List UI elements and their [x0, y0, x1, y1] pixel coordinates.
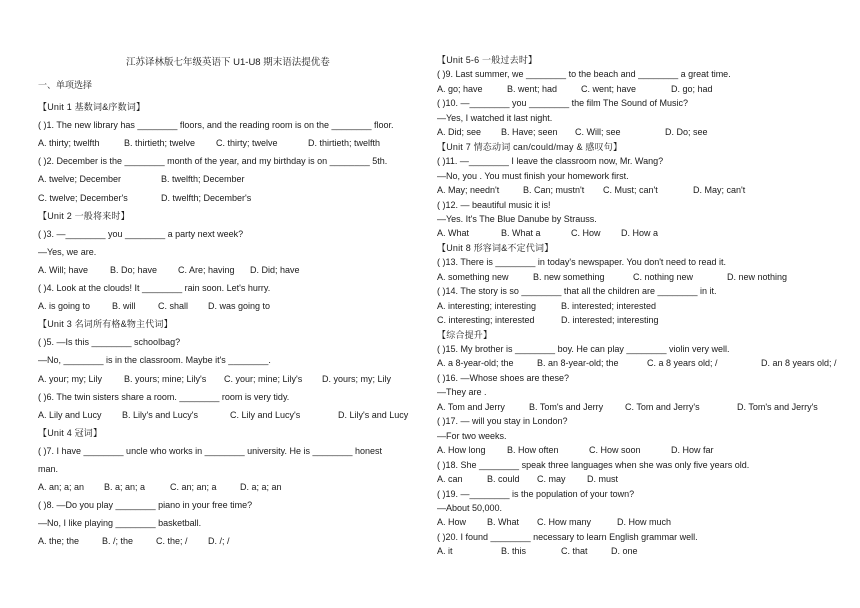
question-text: ( )6. The twin sisters share a room. ________ room is very tidy.: [38, 391, 290, 402]
option-row: [38, 409, 428, 421]
option-choice: B. yours; mine; Lily's: [124, 373, 207, 384]
section-heading: 【Unit 3 名词所有格&物主代词】: [38, 319, 173, 330]
section-heading: 【Unit 8 形容词&不定代词】: [437, 242, 554, 253]
option-choice: C. your; mine; Lily's: [224, 373, 303, 384]
option-choice: B. new something: [533, 271, 605, 282]
option-choice: D. new nothing: [727, 271, 788, 282]
option-choice: B. this: [501, 546, 527, 557]
option-row: [437, 271, 817, 283]
option-choice: B. thirtieth; twelve: [124, 138, 196, 149]
option-choice: C. Are; having: [178, 264, 235, 275]
option-row: [437, 227, 681, 239]
option-choice: A. go; have: [437, 83, 483, 94]
option-choice: D. interested; interesting: [561, 315, 659, 326]
section-heading: 【Unit 5-6 一般过去时】: [437, 55, 538, 65]
option-choice: D. go; had: [671, 83, 713, 94]
option-choice: B. What a: [501, 228, 541, 239]
option-row: [437, 545, 661, 557]
option-choice: B. an 8-year-old; the: [537, 358, 619, 369]
option-choice: C. How many: [537, 517, 592, 528]
option-choice: D. Tom's and Jerry's: [737, 401, 818, 412]
option-choice: A. a 8-year-old; the: [437, 358, 514, 369]
option-choice: B. Lily's and Lucy's: [122, 409, 198, 420]
option-choice: D. How much: [617, 517, 672, 528]
question-text: ( )14. The story is so ________ that all the children are ________ in it.: [437, 286, 717, 297]
question-text: ( )18. She ________ speak three languages when she was only five years old.: [437, 459, 750, 470]
option-choice: C. How soon: [589, 445, 641, 456]
option-choice: A. the; the: [38, 536, 80, 547]
option-choice: B. Can; mustn't: [523, 185, 585, 196]
question-text: ( )9. Last summer, we ________ to the beach and ________ a great time.: [437, 69, 731, 80]
section-heading: 【Unit 7 情态动词 can/could/may & 感叹句】: [437, 141, 623, 152]
option-row: [437, 184, 773, 196]
question-text: ( )1. The new library has ________ floors, and the reading room is on the ________ floor.: [38, 120, 394, 131]
option-choice: C. Tom and Jerry's: [625, 401, 700, 412]
option-choice: A. Did; see: [437, 127, 482, 138]
section-heading: 【Unit 4 冠词】: [38, 427, 103, 438]
question-text: ( )7. I have ________ uncle who works in ________ university. He is ________ honest: [38, 445, 383, 456]
option-choice: C. twelve; December's: [38, 192, 128, 203]
question-text: man.: [38, 464, 59, 474]
option-choice: B. Tom's and Jerry: [529, 401, 604, 412]
option-choice: C. may: [537, 474, 566, 485]
option-choice: D. How far: [671, 445, 714, 456]
question-text: ( )5. —Is this ________ schoolbag?: [38, 337, 181, 348]
option-choice: B. twelfth; December: [161, 174, 245, 185]
option-choice: B. interested; interested: [561, 300, 657, 311]
option-row: [38, 173, 291, 185]
option-choice: A. your; my; Lily: [38, 373, 103, 384]
option-choice: A. Tom and Jerry: [437, 401, 505, 412]
option-choice: A. interesting; interesting: [437, 300, 537, 311]
question-text: —About 50,000.: [437, 502, 503, 513]
option-choice: C. How: [571, 228, 601, 239]
question-text: ( )20. I found ________ necessary to learn English grammar well.: [437, 531, 698, 542]
option-choice: C. that: [561, 546, 588, 557]
question-text: ( )13. There is ________ in today's newspaper. You don't need to read it.: [437, 257, 726, 268]
option-choice: A. How: [437, 517, 467, 528]
option-choice: D. must: [587, 474, 619, 485]
section-heading: 【综合提升】: [437, 329, 493, 340]
option-choice: D. Lily's and Lucy: [338, 409, 409, 420]
option-row: [38, 481, 310, 493]
option-choice: B. could: [487, 474, 520, 485]
option-row: [38, 300, 298, 312]
option-row: [437, 126, 745, 138]
option-choice: A. something new: [437, 271, 509, 282]
option-choice: A. it: [437, 546, 453, 557]
question-text: ( )15. My brother is ________ boy. He can play ________ violin very well.: [437, 344, 730, 354]
question-text: —Yes. It's The Blue Danube by Strauss.: [437, 213, 597, 224]
option-choice: D. May; can't: [693, 185, 746, 196]
option-row: [437, 444, 751, 456]
paper-title: 江苏译林版七年级英语下 U1-U8 期末语法提优卷: [126, 57, 330, 68]
option-choice: A. can: [437, 474, 463, 485]
option-choice: A. twelve; December: [38, 174, 122, 185]
option-choice: B. went; had: [507, 83, 558, 94]
question-text: —Yes, we are.: [38, 246, 97, 257]
option-choice: C. a 8 years old; /: [647, 358, 718, 369]
question-text: —No, ________ is in the classroom. Maybe it's ________.: [38, 355, 271, 366]
option-choice: D. an 8 years old; /: [761, 358, 837, 369]
option-choice: A. How long: [437, 445, 486, 456]
section-heading: 【Unit 1 基数词&序数词】: [38, 102, 146, 112]
option-row: [38, 535, 258, 547]
option-choice: C. shall: [158, 301, 189, 312]
option-choice: C. thirty; twelve: [216, 138, 278, 149]
question-text: ( )8. —Do you play ________ piano in your free time?: [38, 500, 253, 511]
option-row: [38, 373, 412, 385]
option-choice: A. Lily and Lucy: [38, 409, 102, 420]
option-choice: B. How often: [507, 445, 559, 456]
question-text: —They are .: [437, 387, 487, 398]
option-choice: C. went; have: [581, 83, 637, 94]
option-choice: C. an; an; a: [170, 482, 217, 493]
option-choice: C. Lily and Lucy's: [230, 409, 301, 420]
question-text: ( )17. — will you stay in London?: [437, 416, 568, 427]
option-choice: D. thirtieth; twelfth: [308, 138, 381, 149]
option-choice: A. is going to: [38, 301, 91, 312]
option-row: [437, 401, 857, 413]
option-choice: D. one: [611, 546, 638, 557]
option-choice: D. Do; see: [665, 127, 708, 138]
option-row: [437, 83, 751, 95]
option-choice: B. Have; seen: [501, 127, 558, 138]
option-choice: D. twelfth; December's: [161, 192, 252, 203]
question-text: —For two weeks.: [437, 430, 507, 441]
option-row: [437, 300, 701, 312]
option-choice: A. What: [437, 228, 470, 239]
option-choice: C. the; /: [156, 536, 188, 547]
part-heading: 一、单项选择: [38, 80, 93, 90]
option-row: [437, 314, 701, 326]
option-choice: A. an; a; an: [38, 482, 85, 493]
question-text: ( )4. Look at the clouds! It ________ rain soon. Let's hurry.: [38, 283, 271, 293]
option-choice: D. /; /: [208, 536, 230, 547]
question-text: ( )11. —________ I leave the classroom now, Mr. Wang?: [437, 156, 664, 167]
option-choice: C. interesting; interested: [437, 315, 535, 326]
option-choice: A. Will; have: [38, 264, 89, 275]
option-row: [38, 264, 320, 276]
option-choice: B. a; an; a: [104, 482, 146, 493]
option-row: [437, 516, 697, 528]
section-heading: 【Unit 2 一般将来时】: [38, 210, 130, 221]
question-text: —No, I like playing ________ basketball.: [38, 518, 202, 529]
option-row: [38, 192, 291, 204]
option-row: [437, 473, 637, 485]
option-row: [437, 357, 860, 369]
option-choice: C. Must; can't: [603, 185, 658, 196]
option-choice: D. yours; my; Lily: [322, 373, 392, 384]
option-choice: A. thirty; twelfth: [38, 138, 100, 149]
question-text: ( )16. —Whose shoes are these?: [437, 372, 570, 383]
option-choice: B. will: [112, 301, 136, 312]
option-choice: C. nothing new: [633, 271, 694, 282]
question-text: ( )12. — beautiful music it is!: [437, 199, 551, 210]
question-text: ( )2. December is the ________ month of the year, and my birthday is on ________ 5th.: [38, 156, 388, 167]
option-choice: B. /; the: [102, 536, 134, 547]
question-text: ( )10. —________ you ________ the film The Sound of Music?: [437, 98, 688, 109]
option-choice: C. Will; see: [575, 127, 621, 138]
question-text: ( )3. —________ you ________ a party next week?: [38, 228, 244, 239]
option-choice: D. was going to: [208, 301, 271, 312]
option-choice: B. What: [487, 517, 520, 528]
question-text: —Yes, I watched it last night.: [437, 112, 553, 123]
option-choice: B. Do; have: [110, 264, 158, 275]
question-text: ( )19. —________ is the population of your town?: [437, 488, 635, 499]
option-choice: A. May; needn't: [437, 185, 500, 196]
option-choice: D. Did; have: [250, 264, 300, 275]
option-row: [38, 137, 404, 149]
option-choice: D. a; a; an: [240, 482, 282, 493]
option-choice: D. How a: [621, 228, 659, 239]
question-text: —No, you . You must finish your homework first.: [437, 170, 629, 181]
